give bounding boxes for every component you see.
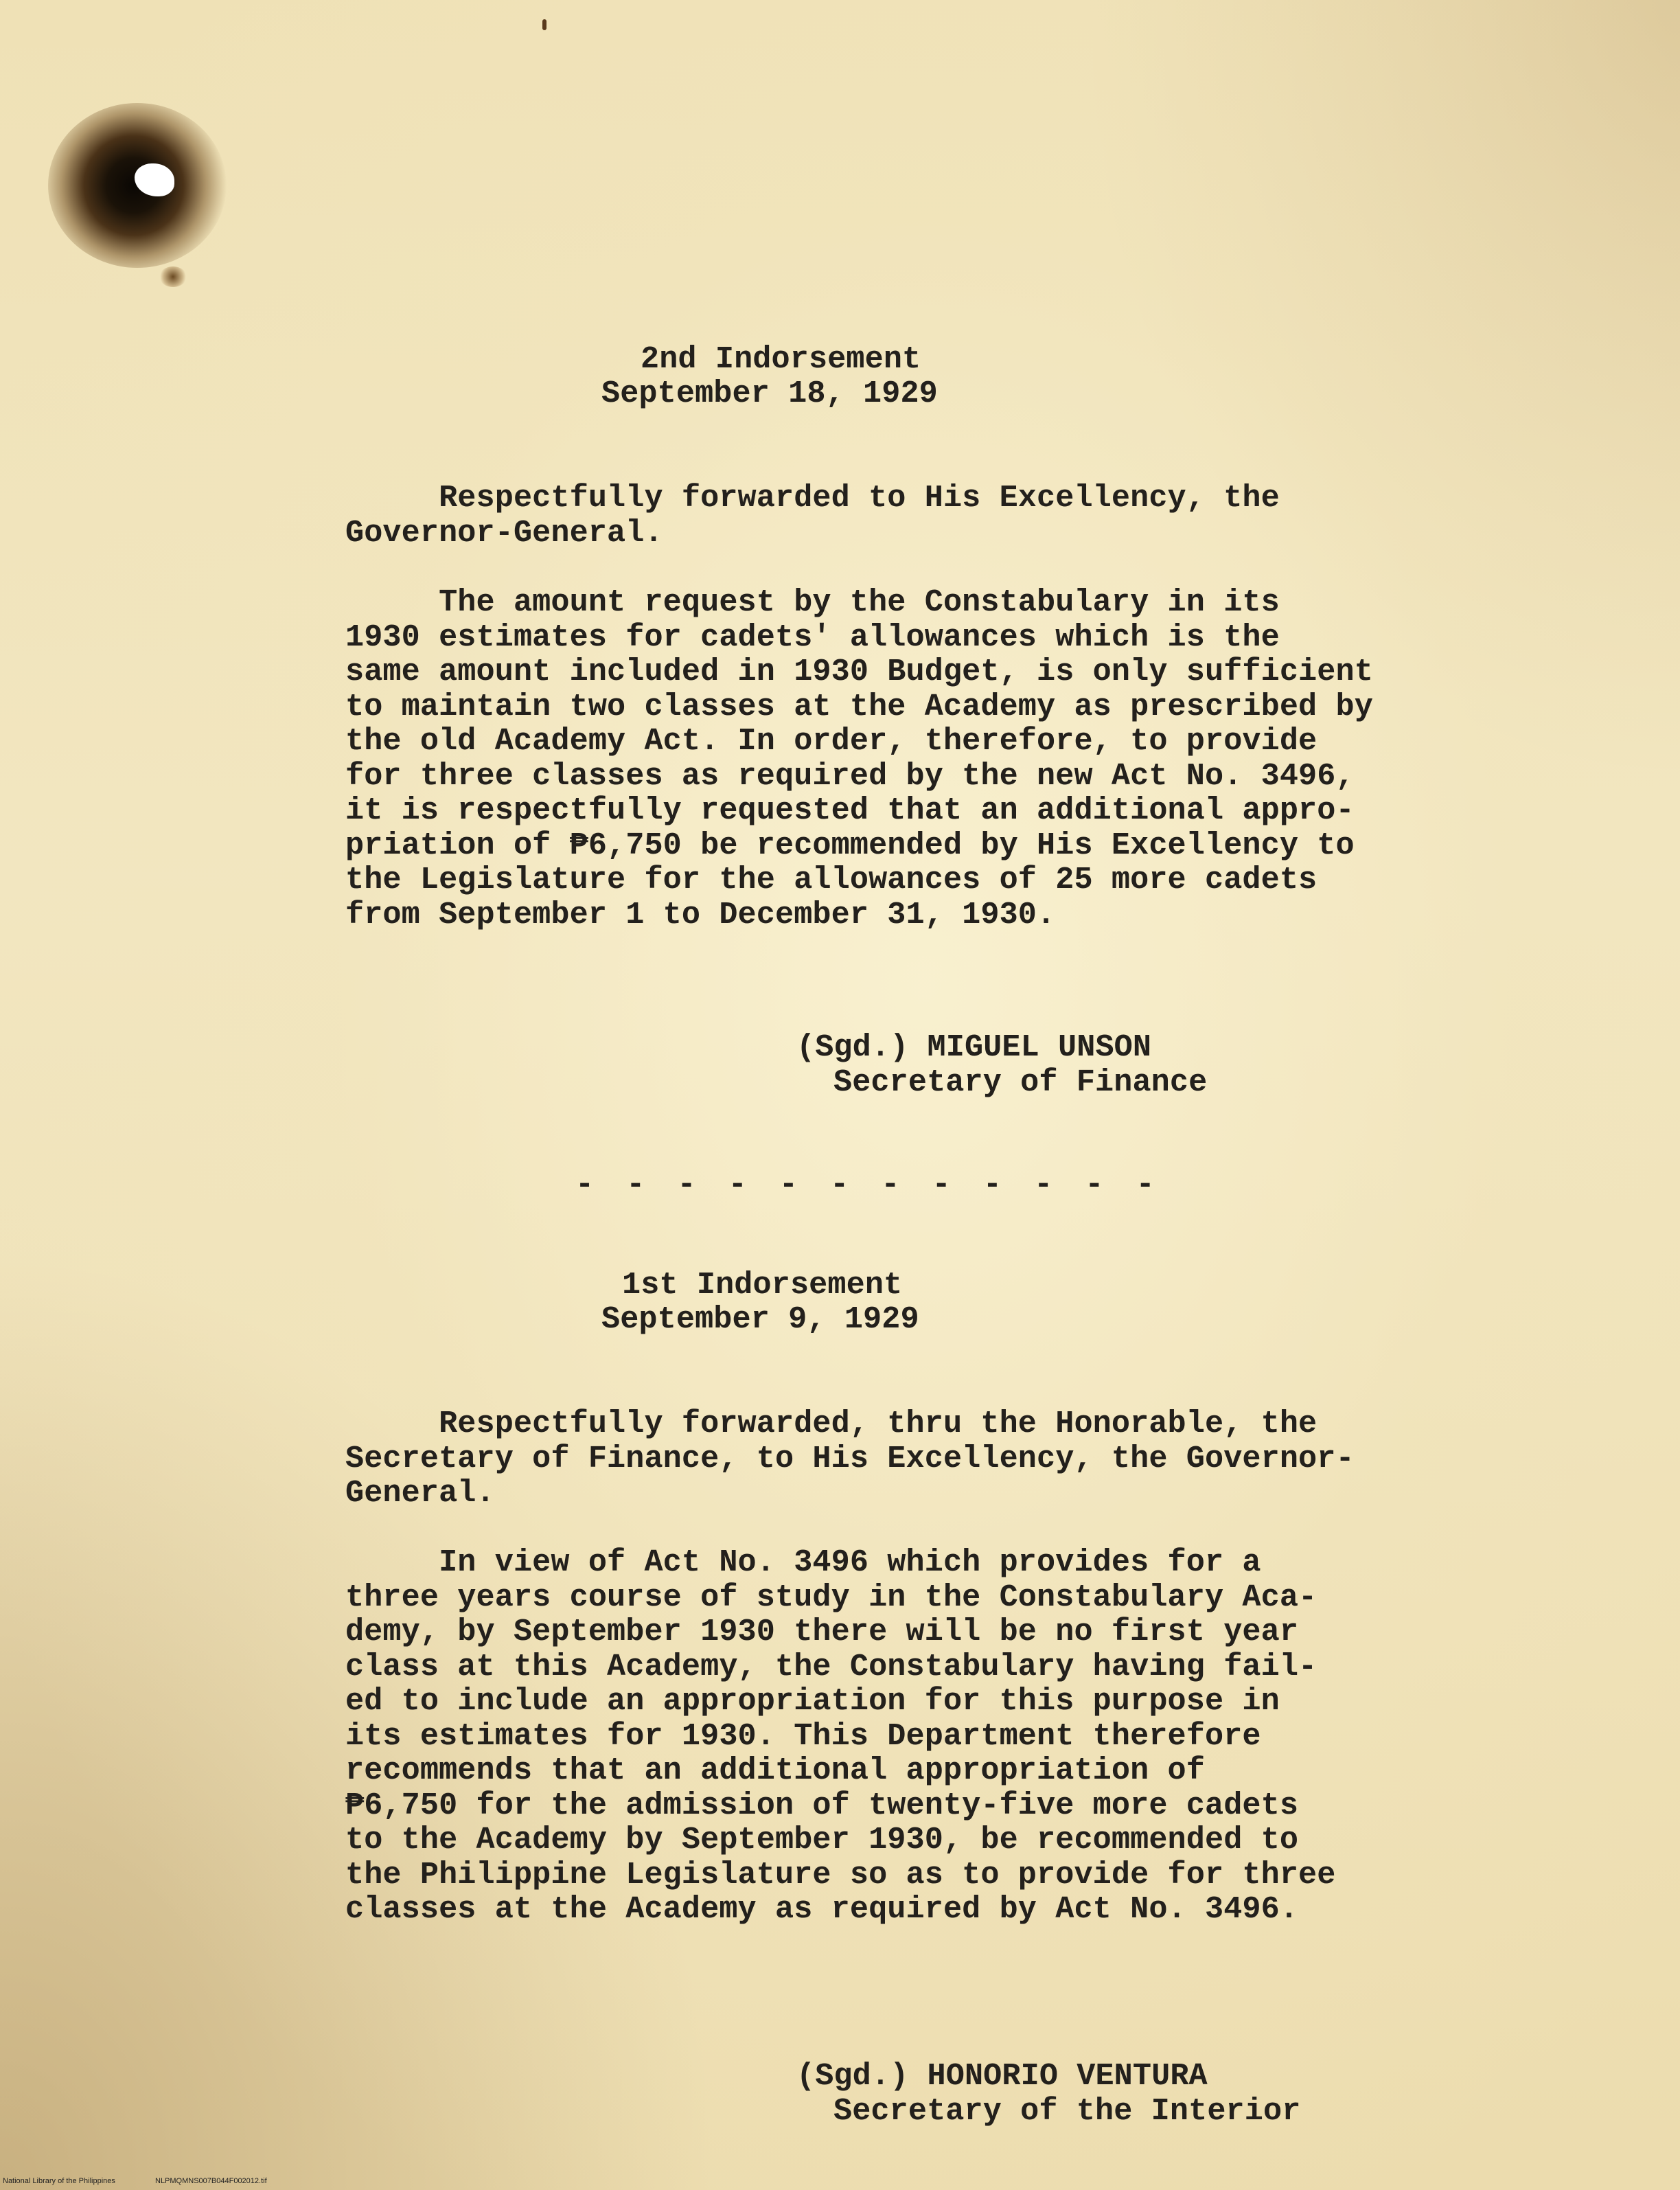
paragraph-line: it is respectfully requested that an additional appro- <box>345 792 1355 828</box>
indorsement-2-heading <box>641 342 921 377</box>
burn-spot <box>159 266 187 287</box>
indorsement-1-title: 1st Indorsement <box>622 1267 903 1303</box>
paragraph-line: three years course of study in the Constabulary Aca- <box>345 1579 1317 1615</box>
paragraph-line: class at this Academy, the Constabulary having fail- <box>345 1648 1317 1685</box>
paragraph-line: General. <box>345 1475 495 1511</box>
indorsement-2-body-paragraph <box>345 585 1373 932</box>
paragraph-line: to maintain two classes at the Academy as prescribed by <box>345 688 1373 725</box>
paragraph-line: classes at the Academy as required by Act No. 3496. <box>345 1891 1299 1927</box>
paragraph-line: Governor-General. <box>345 514 663 551</box>
paragraph-line: for three classes as required by the new Act No. 3496, <box>345 757 1355 794</box>
paragraph-line: demy, by September 1930 there will be no first year <box>345 1614 1299 1650</box>
indorsement-1-heading <box>622 1268 902 1303</box>
indorsement-2-title: 2nd Indorsement <box>641 341 921 377</box>
indorsement-2-signature <box>796 1030 1207 1099</box>
indorsement-1-date-block <box>601 1302 919 1337</box>
signature-title: Secretary of the Interior <box>833 2092 1301 2129</box>
paragraph-line: recommends that an additional appropriation of <box>345 1753 1205 1788</box>
indorsement-1-body-paragraph <box>345 1545 1336 1927</box>
paragraph-line: same amount included in 1930 Budget, is only sufficient <box>345 654 1373 689</box>
footer-file-id: NLPMQMNS007B044F002012.tif <box>155 2177 267 2185</box>
footer-library-name: National Library of the Philippines <box>3 2177 115 2185</box>
paragraph-line: Respectfully forwarded to His Excellency, the <box>345 480 1280 516</box>
paragraph-line: The amount request by the Constabulary in its <box>345 584 1280 620</box>
indorsement-2-date-block <box>601 376 938 411</box>
paragraph-line: the Philippine Legislature so as to provide for three <box>345 1856 1336 1893</box>
paragraph-line: Secretary of Finance, to His Excellency, the Governor- <box>345 1440 1355 1476</box>
paragraph-line: priation of ₱6,750 be recommended by His Excellency to <box>345 827 1355 863</box>
signature-name: (Sgd.) MIGUEL UNSON <box>796 1029 1152 1065</box>
section-separator: - - - - - - - - - - - - <box>575 1167 1162 1202</box>
paragraph-line: 1930 estimates for cadets' allowances which is the <box>345 619 1280 655</box>
paragraph-line: In view of Act No. 3496 which provides for a <box>345 1544 1261 1580</box>
paragraph-line: the old Academy Act. In order, therefore, to provide <box>345 723 1317 759</box>
ink-speck <box>542 19 546 30</box>
indorsement-1-signature <box>796 2059 1300 2128</box>
signature-name: (Sgd.) HONORIO VENTURA <box>796 2058 1208 2094</box>
signature-title: Secretary of Finance <box>833 1064 1208 1100</box>
paragraph-line: the Legislature for the allowances of 25 more cadets <box>345 862 1317 898</box>
paragraph-line: to the Academy by September 1930, be recommended to <box>345 1822 1299 1858</box>
paragraph-line: Respectfully forwarded, thru the Honorable, the <box>345 1406 1317 1441</box>
paragraph-line: its estimates for 1930. This Department therefore <box>345 1718 1261 1754</box>
paragraph-line: ₱6,750 for the admission of twenty-five more cadets <box>345 1787 1299 1823</box>
paragraph-line: ed to include an appropriation for this purpose in <box>345 1683 1280 1719</box>
paragraph-line: from September 1 to December 31, 1930. <box>345 896 1056 933</box>
indorsement-1-forward-paragraph <box>345 1406 1355 1511</box>
indorsement-2-forward-paragraph <box>345 481 1280 550</box>
indorsement-1-date: September 9, 1929 <box>601 1301 919 1337</box>
indorsement-2-date: September 18, 1929 <box>601 376 938 411</box>
